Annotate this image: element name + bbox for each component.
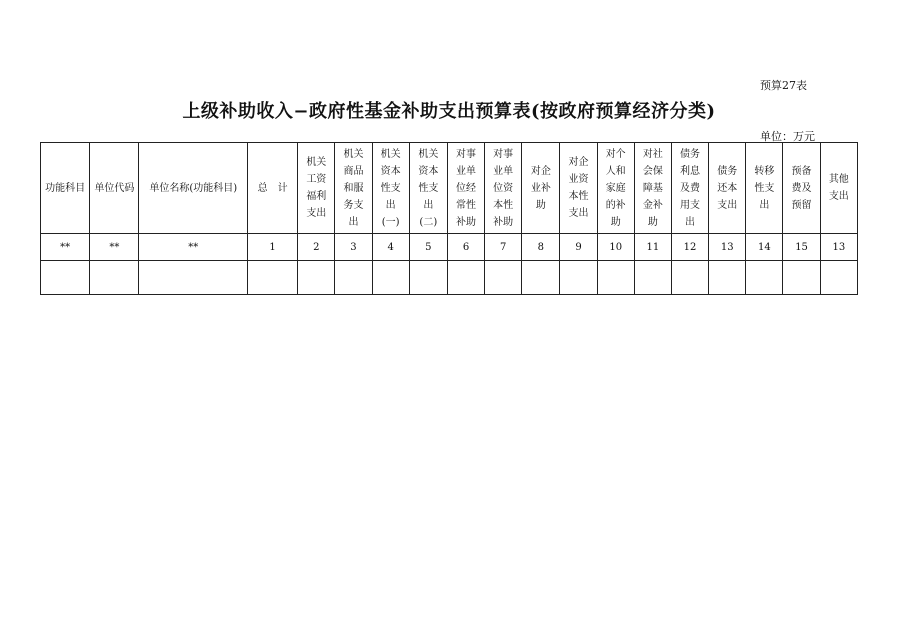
column-code: 9: [560, 234, 597, 261]
column-header: [485, 143, 522, 234]
table-cell: [634, 261, 671, 295]
column-code: 6: [447, 234, 484, 261]
table-cell: [298, 261, 335, 295]
table-cell: [409, 261, 447, 295]
column-code: 10: [597, 234, 634, 261]
column-code: 13: [820, 234, 857, 261]
table-cell: [746, 261, 783, 295]
budget-table: [40, 142, 858, 295]
column-header: [820, 143, 857, 234]
column-header-label: 对社会保障基金补助: [642, 148, 663, 228]
column-code: 7: [485, 234, 522, 261]
column-header: [560, 143, 597, 234]
table-cell: [820, 261, 857, 295]
column-header-label: 对个人和家庭的补助: [605, 148, 626, 228]
column-header-label: 其他支出: [828, 174, 849, 202]
column-header-label: 机关工资福利支出: [306, 157, 327, 219]
table-cell: [90, 261, 139, 295]
table-cell: [139, 261, 248, 295]
column-header: [671, 143, 708, 234]
column-header-label: 对事业单位经常性补助: [456, 148, 476, 228]
column-header: [139, 143, 248, 234]
table-cell: [709, 261, 746, 295]
column-header: [597, 143, 634, 234]
column-code: 8: [522, 234, 560, 261]
column-header: [409, 143, 447, 234]
table-cell: [560, 261, 597, 295]
column-header-label: 机关资本性支出(一): [380, 148, 401, 228]
table-cell: [372, 261, 409, 295]
column-code: 15: [783, 234, 820, 261]
column-header: [746, 143, 783, 234]
column-header: [522, 143, 560, 234]
column-header-label: 单位名称(功能科目): [149, 182, 238, 194]
column-header-label: 功能科目: [45, 182, 86, 194]
table-cell: [335, 261, 372, 295]
column-code: **: [139, 234, 248, 261]
column-code-row: [41, 234, 858, 261]
table-cell: [522, 261, 560, 295]
column-code: 3: [335, 234, 372, 261]
column-header: [447, 143, 484, 234]
table-cell: [41, 261, 90, 295]
column-code: 12: [671, 234, 708, 261]
column-header-label: 对事业单位资本性补助: [493, 148, 514, 228]
column-code: **: [90, 234, 139, 261]
column-header: [709, 143, 746, 234]
column-code: 5: [409, 234, 447, 261]
column-header-label: 转移性支出: [754, 165, 775, 211]
table-cell: [671, 261, 708, 295]
column-header: [372, 143, 409, 234]
column-header: [335, 143, 372, 234]
column-header-label: 机关资本性支出(二): [418, 148, 439, 228]
document-title: 上级补助收入−政府性基金补助支出预算表(按政府预算经济分类): [182, 101, 716, 122]
column-header-label: 对企业补助: [530, 165, 551, 211]
column-code: 2: [298, 234, 335, 261]
column-header-label: 机关商品和服务支出: [343, 148, 364, 228]
column-header: [90, 143, 139, 234]
column-header: [248, 143, 298, 234]
column-header-label: 总 计: [257, 182, 288, 194]
column-code: 11: [634, 234, 671, 261]
column-header-label: 债务还本支出: [717, 165, 738, 211]
table-row: [41, 261, 858, 295]
column-header-label: 预备费及预留: [791, 165, 812, 211]
column-code: 1: [248, 234, 298, 261]
table-cell: [248, 261, 298, 295]
header-row: [41, 143, 858, 234]
form-number: 预算27表: [760, 79, 807, 92]
column-code: 4: [372, 234, 409, 261]
table-cell: [447, 261, 484, 295]
column-header: [634, 143, 671, 234]
column-header: [41, 143, 90, 234]
column-code: 13: [709, 234, 746, 261]
table-cell: [485, 261, 522, 295]
unit-label: 单位：万元: [760, 130, 815, 143]
column-header-label: 单位代码: [94, 182, 135, 194]
column-header-label: 对企业资本性支出: [568, 157, 589, 219]
column-header-label: 债务利息及费用支出: [680, 148, 701, 228]
table-cell: [597, 261, 634, 295]
table-cell: [783, 261, 820, 295]
column-code: 14: [746, 234, 783, 261]
column-header: [783, 143, 820, 234]
column-header: [298, 143, 335, 234]
column-code: **: [41, 234, 90, 261]
